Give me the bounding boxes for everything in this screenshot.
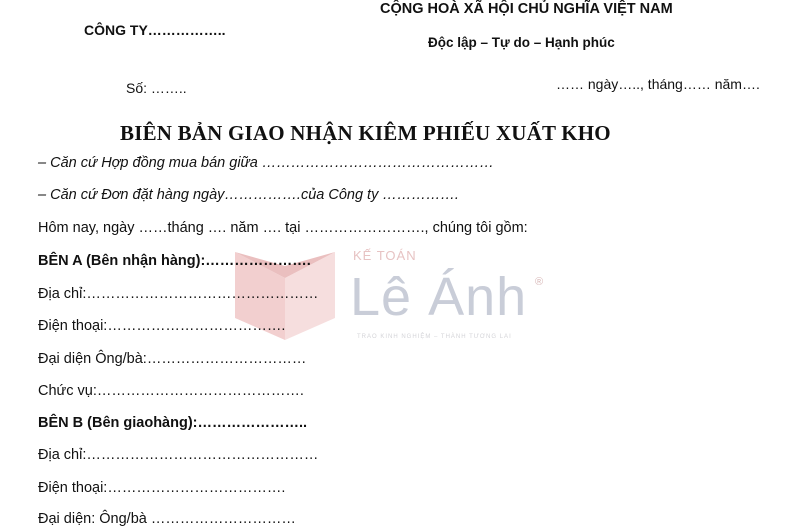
- watermark-tagline: TRAO KINH NGHIỆM – THÀNH TƯƠNG LAI: [357, 334, 512, 340]
- watermark-brand-name: Lê Ánh: [350, 267, 528, 327]
- national-motto: Độc lập – Tự do – Hạnh phúc: [428, 35, 615, 50]
- party-a-address: Địa chỉ:…………………………………………: [38, 286, 319, 302]
- watermark-registered-mark: ®: [535, 276, 544, 288]
- party-b-phone: Điện thoại:……………………………….: [38, 480, 286, 496]
- party-b-heading: BÊN B (Bên giaohàng):…………………..: [38, 415, 308, 431]
- watermark-brand-top: KẾ TOÁN: [353, 248, 417, 263]
- party-b-representative: Đại diện: Ông/bà …………………………: [38, 511, 296, 527]
- party-a-representative: Đại diện Ông/bà:……………………………: [38, 351, 307, 367]
- document-title: BIÊN BẢN GIAO NHẬN KIÊM PHIẾU XUẤT KHO: [120, 121, 611, 145]
- document-date: …… ngày….., tháng…… năm….: [556, 76, 760, 92]
- national-title: CỘNG HOÀ XÃ HỘI CHỦ NGHĨA VIỆT NAM: [380, 1, 673, 17]
- basis-contract-line: – Căn cứ Hợp đồng mua bán giữa …………………………………………: [38, 155, 494, 171]
- company-name-field: CÔNG TY……………..: [84, 22, 226, 38]
- party-a-position: Chức vụ:…………………………………….: [38, 383, 304, 399]
- party-a-heading: BÊN A (Bên nhận hàng):………………….: [38, 253, 311, 269]
- party-b-address: Địa chỉ:…………………………………………: [38, 447, 319, 463]
- basis-order-line: – Căn cứ Đơn đặt hàng ngày…………….của Công ty …………….: [38, 187, 459, 203]
- intro-line: Hôm nay, ngày ……tháng …. năm …. tại ……………………., chúng tôi gồm:: [38, 220, 528, 236]
- party-a-phone: Điện thoại:……………………………….: [38, 318, 286, 334]
- document-number: Số: ……..: [126, 80, 187, 96]
